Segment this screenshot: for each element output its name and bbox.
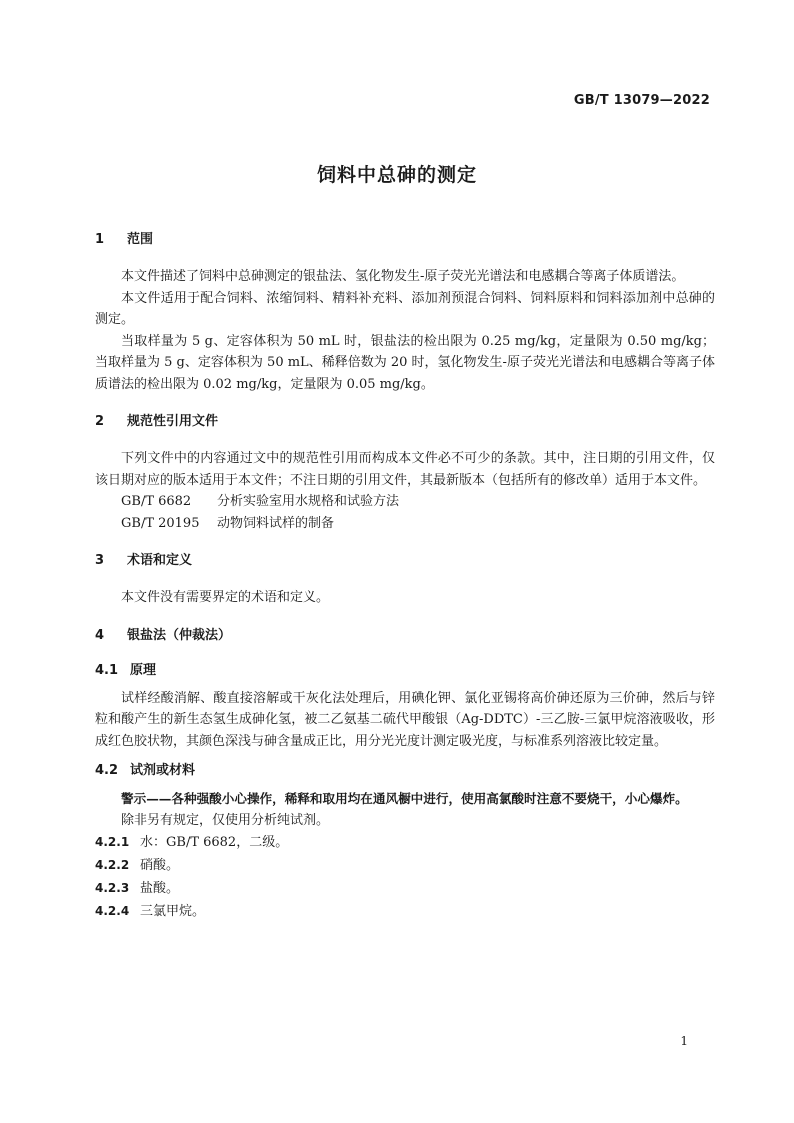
item-number: 4.2.1 (95, 835, 130, 849)
paragraph: 除非另有规定，仅使用分析纯试剂。 (121, 812, 330, 828)
item-text: 硝酸。 (140, 858, 180, 873)
section-number: 3 (95, 553, 105, 568)
item-number: 4.2.2 (95, 858, 130, 872)
section-heading-scope (95, 231, 715, 249)
list-item (95, 900, 715, 923)
subsection-heading-reagents (95, 762, 715, 780)
standard-code: GB/T 13079—2022 (573, 93, 710, 108)
reference-code: GB/T 6682 (121, 494, 192, 509)
section-number: 2 (95, 414, 105, 429)
paragraph: 下列文件中的内容通过文中的规范性引用而构成本文件必不可少的条款。其中，注日期的引用文件，仅该日期对应的版本适用于本文件；不注日期的引用文件，其最新版本（包括所有的修改单）适用于本文件。 (95, 451, 715, 488)
section-title: 范围 (127, 232, 154, 247)
section-title: 银盐法（仲裁法） (127, 627, 232, 643)
subsection-heading-principle (95, 662, 715, 680)
warning-text: 警示——各种强酸小心操作，稀释和取用均在通风橱中进行，使用高氯酸时注意不要烧干，小心爆炸。 (121, 791, 688, 806)
subsection-number: 4.2 (95, 763, 119, 778)
item-text: 盐酸。 (140, 881, 180, 896)
item-text: 三氯甲烷。 (140, 904, 206, 919)
subsection-title: 试剂或材料 (130, 763, 196, 778)
paragraph: 试样经酸消解、酸直接溶解或干灰化法处理后，用碘化钾、氯化亚锡将高价砷还原为三价砷，然后与锌粒和酸产生的新生态氢生成砷化氢，被二乙氨基二硫代甲酸银（Ag-DDTC）-三乙胺-三氯甲烷溶液吸收，形成红色胶状物，其颜色深浅与砷含量成正比，用分光光度计测定吸光度，与标准系列溶液比较定量。 (95, 690, 715, 749)
section-number: 1 (95, 232, 105, 247)
subsection-title: 原理 (130, 662, 157, 678)
item-number: 4.2.4 (95, 904, 130, 918)
paragraph: 当取样量为 5 g、定容体积为 50 mL 时，银盐法的检出限为 0.25 mg/kg，定量限为 0.50 mg/kg；当取样量为 5 g、定容体积为 50 mL、稀释倍数为 20 时，氢化物发生-原子荧光光谱法和电感耦合等离子体质谱法的检出限为 0.02 mg/kg，定量限为 0.05 mg/kg。 (95, 333, 715, 392)
item-text: 水：GB/T 6682，二级。 (140, 835, 289, 850)
reference-item (95, 513, 715, 535)
page-number: 1 (680, 1034, 688, 1048)
section-title: 术语和定义 (127, 553, 193, 568)
document-body (95, 231, 715, 923)
reference-title: 动物饲料试样的制备 (217, 515, 335, 531)
document-title: 饲料中总砷的测定 (316, 164, 477, 186)
section-heading-terms (95, 552, 715, 570)
paragraph: 本文件适用于配合饲料、浓缩饲料、精料补充料、添加剂预混合饲料、饲料原料和饲料添加剂中总砷的测定。 (95, 290, 715, 327)
list-item (95, 877, 715, 900)
reference-code: GB/T 20195 (121, 515, 200, 531)
list-item (95, 831, 715, 854)
section-number: 4 (95, 627, 105, 643)
subsection-number: 4.1 (95, 662, 119, 678)
item-number: 4.2.3 (95, 881, 130, 895)
paragraph: 本文件描述了饲料中总砷测定的银盐法、氢化物发生-原子荧光光谱法和电感耦合等离子体质谱法。 (121, 269, 685, 284)
section-heading-silver-salt-method (95, 627, 715, 645)
section-heading-normative-references (95, 413, 715, 431)
list-item (95, 854, 715, 877)
paragraph: 本文件没有需要界定的术语和定义。 (121, 590, 330, 605)
reference-item (95, 491, 715, 513)
section-title: 规范性引用文件 (127, 414, 219, 429)
reference-title: 分析实验室用水规格和试验方法 (217, 494, 400, 509)
